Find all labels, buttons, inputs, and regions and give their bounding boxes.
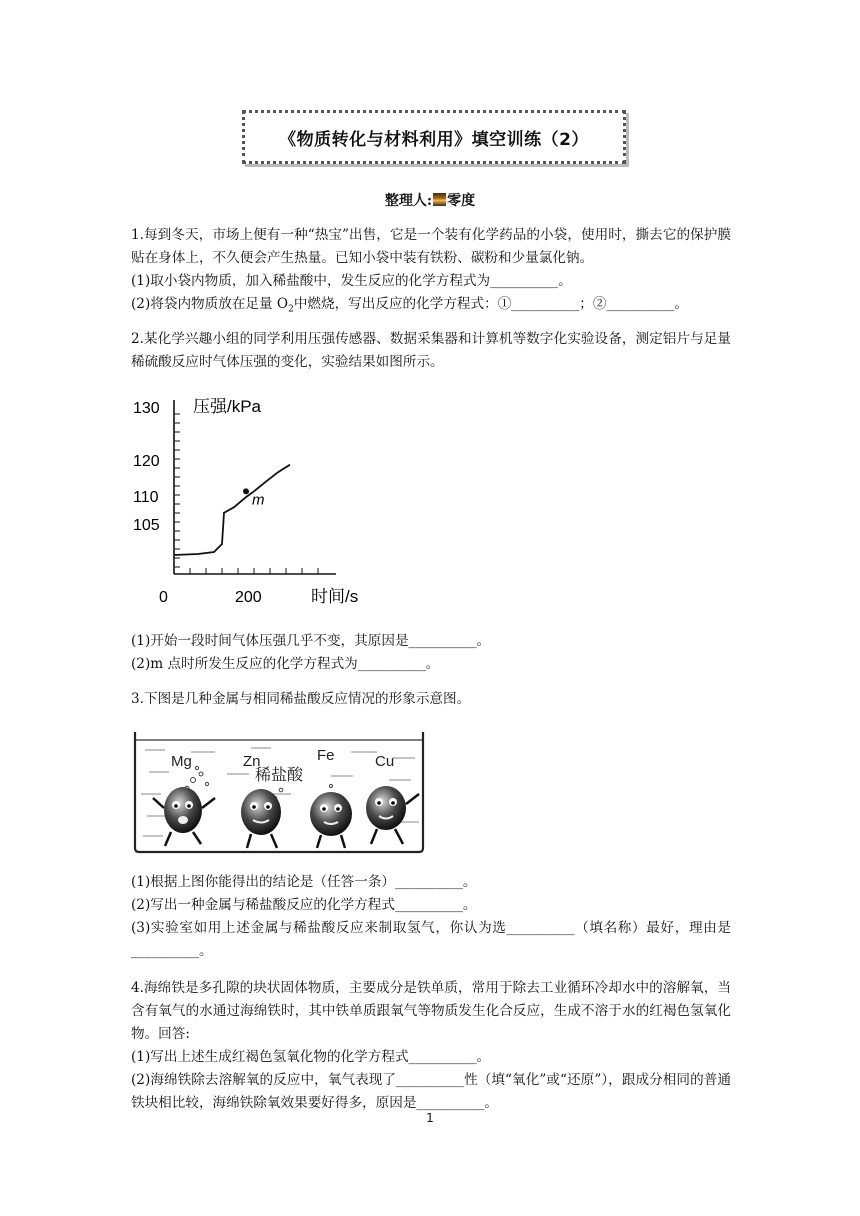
title-box [242, 110, 626, 164]
x-tick-0: 0 [159, 589, 168, 606]
point-m-label: m [252, 491, 265, 509]
x-axis-label: 时间/s [311, 587, 359, 606]
q1-part-1: (1)取小袋内物质，加入稀盐酸中，发生反应的化学方程式为__________。 [131, 273, 572, 289]
q4-stem: 4.海绵铁是多孔隙的块状固体物质，主要成分是铁单质，常用于除去工业循环冷却水中的溶解氧，当含有氧气的水通过海绵铁时，其中铁单质跟氧气等物质发生化合反应，生成不溶于水的红褐色氢氧化物。回答: [131, 980, 731, 1042]
label-zn: Zn [243, 753, 261, 770]
q1-part-2-sub: 2 [288, 304, 294, 315]
metal-zn [241, 789, 281, 848]
pressure-chart [131, 388, 366, 610]
label-mg: Mg [171, 753, 192, 770]
q3-stem: 3.下图是几种金属与相同稀盐酸反应情况的形象示意图。 [131, 691, 471, 707]
q1-stem: 1.每到冬天，市场上便有一种“热宝”出售，它是一个装有化学药品的小袋，使用时，撕去它的保护膜贴在身体上，不久便会产生热量。已知小袋中装有铁粉、碳粉和少量氯化钠。 [131, 227, 731, 266]
label-cu: Cu [375, 753, 395, 770]
y-tick-130: 130 [133, 400, 160, 417]
question-4 [131, 977, 731, 1115]
sunset-icon [433, 193, 446, 206]
question-3-parts [131, 871, 731, 963]
pressure-curve [174, 465, 290, 555]
compiler-name: 零度 [447, 193, 476, 209]
q1-part-2-a: (2)将袋内物质放在足量 O [131, 296, 289, 312]
point-m [243, 488, 249, 494]
y-tick-105: 105 [133, 517, 160, 534]
metal-reaction-figure [131, 728, 427, 856]
q1-part-2-b: 中燃烧，写出反应的化学方程式：①__________；②__________。 [293, 296, 689, 312]
y-axis-label: 压强/kPa [193, 397, 262, 416]
q2-part-1: (1)开始一段时间气体压强几乎不变，其原因是__________。 [131, 633, 491, 649]
label-acid: 稀盐酸 [255, 767, 304, 784]
x-minor-ticks [190, 568, 318, 574]
q3-part-2: (2)写出一种金属与稀盐酸反应的化学方程式__________。 [131, 897, 477, 913]
q2-stem: 2.某化学兴趣小组的同学利用压强传感器、数据采集器和计算机等数字化实验设备，测定铝片与足量稀硫酸反应时气体压强的变化，实验结果如图所示。 [131, 331, 731, 370]
y-tick-120: 120 [133, 453, 160, 470]
metal-fe [310, 792, 352, 848]
q3-part-3: (3)实验室如用上述金属与稀盐酸反应来制取氢气，你认为选__________（填名称）最好，理由是__________。 [131, 920, 731, 959]
q4-part-2: (2)海绵铁除去溶解氧的反应中，氧气表现了__________性（填“氧化”或“还原”），跟成分相同的普通铁块相比较，海绵铁除氧效果要好得多，原因是__________。 [131, 1072, 731, 1111]
q4-part-1: (1)写出上述生成红褐色氢氧化物的化学方程式__________。 [131, 1049, 491, 1065]
compiler-prefix: 整理人: [384, 193, 433, 209]
metal-cu [366, 786, 419, 844]
page-number: 1 [426, 1111, 434, 1125]
page-title: 《物质转化与材料利用》填空训练（2） [279, 129, 589, 150]
y-tick-110: 110 [133, 489, 159, 506]
question-2-parts [131, 630, 731, 676]
question-3 [131, 688, 731, 711]
label-fe: Fe [317, 747, 335, 764]
compiler-line [0, 190, 860, 210]
q3-part-1: (1)根据上图你能得出的结论是（任答一条）__________。 [131, 874, 477, 890]
y-minor-ticks [174, 414, 180, 567]
question-1 [131, 224, 731, 322]
question-2 [131, 328, 731, 374]
q2-part-2: (2)m 点时所发生反应的化学方程式为__________。 [131, 656, 440, 672]
x-tick-200: 200 [235, 589, 262, 606]
q1-part-2 [131, 293, 731, 322]
